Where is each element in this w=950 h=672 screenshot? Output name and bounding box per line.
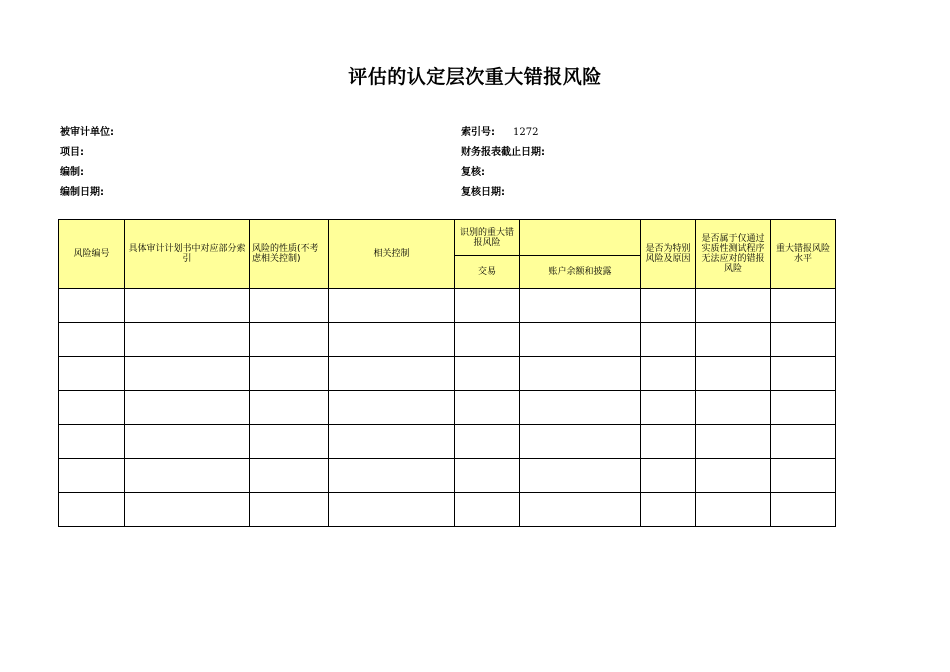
table-cell[interactable] <box>696 391 771 425</box>
table-cell[interactable] <box>329 459 455 493</box>
table-row <box>59 357 836 391</box>
header-identified-risk: 识别的重大错报风险 <box>455 220 520 256</box>
prepared-by-label: 编制: <box>60 167 84 178</box>
table-cell[interactable] <box>641 289 696 323</box>
table-cell[interactable] <box>59 493 125 527</box>
table-cell[interactable] <box>455 459 520 493</box>
header-special-risk: 是否为特别风险及原因 <box>641 220 696 289</box>
table-cell[interactable] <box>696 289 771 323</box>
header-risk-level: 重大错报风险水平 <box>771 220 836 289</box>
table-cell[interactable] <box>250 493 329 527</box>
table-cell[interactable] <box>520 391 641 425</box>
table-cell[interactable] <box>771 289 836 323</box>
table-cell[interactable] <box>696 459 771 493</box>
reviewed-by-label: 复核: <box>461 167 485 178</box>
subheader-account-balances: 账户余额和披露 <box>520 256 641 289</box>
table-cell[interactable] <box>250 289 329 323</box>
table-cell[interactable] <box>329 391 455 425</box>
table-cell[interactable] <box>520 425 641 459</box>
table-cell[interactable] <box>520 323 641 357</box>
table-cell[interactable] <box>771 357 836 391</box>
table-cell[interactable] <box>250 425 329 459</box>
header-audit-plan-index: 具体审计计划书中对应部分索引 <box>125 220 250 289</box>
header-risk-no: 风险编号 <box>59 220 125 289</box>
audited-unit-label: 被审计单位: <box>60 127 114 138</box>
table-cell[interactable] <box>59 425 125 459</box>
table-cell[interactable] <box>520 493 641 527</box>
table-cell[interactable] <box>771 493 836 527</box>
table-row <box>59 289 836 323</box>
table-cell[interactable] <box>455 289 520 323</box>
table-cell[interactable] <box>455 425 520 459</box>
header-risk-nature: 风险的性质(不考虑相关控制) <box>250 220 329 289</box>
subheader-transactions: 交易 <box>455 256 520 289</box>
table-cell[interactable] <box>329 493 455 527</box>
table-row <box>59 493 836 527</box>
table-cell[interactable] <box>250 459 329 493</box>
table-cell[interactable] <box>520 357 641 391</box>
table-cell[interactable] <box>696 357 771 391</box>
table-cell[interactable] <box>250 391 329 425</box>
header-identified-risk-blank <box>520 220 641 256</box>
table-cell[interactable] <box>329 425 455 459</box>
table-cell[interactable] <box>696 493 771 527</box>
page-title: 评估的认定层次重大错报风险 <box>348 66 602 88</box>
header-substantive-only: 是否属于仅通过实质性测试程序无法应对的错报风险 <box>696 220 771 289</box>
table-row <box>59 391 836 425</box>
table-cell[interactable] <box>250 323 329 357</box>
table-cell[interactable] <box>125 493 250 527</box>
risk-table <box>58 219 836 527</box>
table-cell[interactable] <box>125 391 250 425</box>
table-cell[interactable] <box>520 459 641 493</box>
table-cell[interactable] <box>59 323 125 357</box>
table-cell[interactable] <box>59 289 125 323</box>
table-cell[interactable] <box>771 391 836 425</box>
table-cell[interactable] <box>250 357 329 391</box>
table-cell[interactable] <box>59 459 125 493</box>
table-cell[interactable] <box>455 391 520 425</box>
table-cell[interactable] <box>771 323 836 357</box>
table-cell[interactable] <box>125 289 250 323</box>
table-cell[interactable] <box>641 357 696 391</box>
table-cell[interactable] <box>329 357 455 391</box>
report-end-date-label: 财务报表截止日期: <box>461 147 545 158</box>
table-cell[interactable] <box>329 289 455 323</box>
table-cell[interactable] <box>125 425 250 459</box>
index-value: 1272 <box>513 127 539 138</box>
project-label: 项目: <box>60 147 84 158</box>
prepared-date-label: 编制日期: <box>60 187 104 198</box>
table-cell[interactable] <box>641 391 696 425</box>
table-row <box>59 459 836 493</box>
risk-table-body <box>59 289 836 527</box>
table-cell[interactable] <box>696 323 771 357</box>
table-cell[interactable] <box>125 323 250 357</box>
table-cell[interactable] <box>455 323 520 357</box>
table-cell[interactable] <box>696 425 771 459</box>
index-field <box>461 123 538 138</box>
index-label: 索引号: <box>461 127 495 138</box>
header-related-controls: 相关控制 <box>329 220 455 289</box>
table-row <box>59 323 836 357</box>
table-cell[interactable] <box>771 459 836 493</box>
table-cell[interactable] <box>641 459 696 493</box>
reviewed-date-label: 复核日期: <box>461 187 505 198</box>
table-cell[interactable] <box>329 323 455 357</box>
table-cell[interactable] <box>59 391 125 425</box>
table-cell[interactable] <box>455 357 520 391</box>
table-cell[interactable] <box>125 459 250 493</box>
table-cell[interactable] <box>641 323 696 357</box>
table-row <box>59 425 836 459</box>
table-cell[interactable] <box>125 357 250 391</box>
table-cell[interactable] <box>520 289 641 323</box>
table-cell[interactable] <box>59 357 125 391</box>
table-cell[interactable] <box>641 493 696 527</box>
table-cell[interactable] <box>771 425 836 459</box>
table-cell[interactable] <box>455 493 520 527</box>
table-cell[interactable] <box>641 425 696 459</box>
